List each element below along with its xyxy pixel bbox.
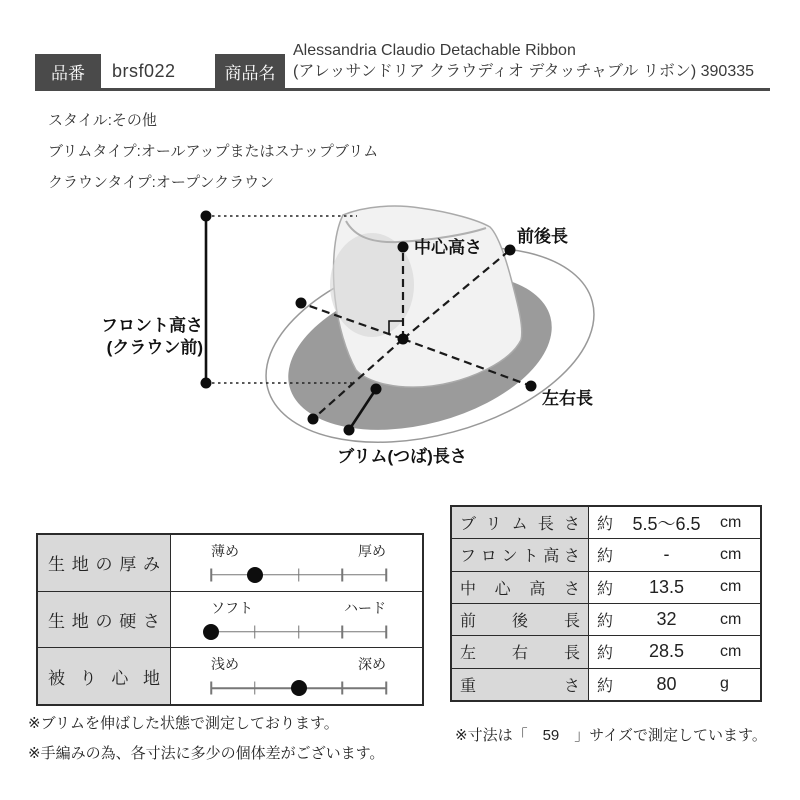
note-handmade-variance: ※手編みの為、各寸法に多少の個体差がございます。: [28, 745, 385, 762]
measure-unit: cm: [720, 545, 742, 563]
label-front-height-1: フロント高さ: [101, 316, 203, 335]
measure-label-front-height: フロント高さ: [460, 548, 580, 566]
approx-prefix: 約: [597, 580, 614, 598]
hardness-slider: [171, 592, 422, 648]
thickness-slider: [171, 535, 422, 591]
measure-value: 13.5: [648, 576, 685, 597]
dot-bar-bottom: [201, 378, 212, 389]
slider-min-label: 浅め: [211, 656, 239, 673]
dot-crown-center: [398, 334, 409, 345]
spec-brim-type: ブリムタイプ:オールアップまたはスナップブリム: [48, 143, 379, 160]
label-center-height: 中心高さ: [414, 238, 482, 257]
table-row: [38, 647, 422, 704]
label-front-back: 前後長: [517, 227, 568, 246]
approx-prefix: 約: [597, 516, 614, 534]
measure-unit: cm: [720, 642, 742, 660]
slider-value-dot: [203, 624, 219, 640]
product-code-badge: 品番: [35, 54, 101, 89]
approx-prefix: 約: [597, 677, 614, 695]
fabric-attribute-table: [36, 533, 424, 706]
row-label-thickness: 生地の厚み: [48, 555, 160, 575]
table-row: [452, 507, 760, 538]
note-brim-measurement: ※ブリムを伸ばした状態で測定しております。: [28, 715, 339, 732]
hat-measurement-diagram: [85, 196, 615, 486]
measure-value: -: [663, 544, 670, 565]
header-divider: [35, 88, 770, 91]
measure-value: 28.5: [648, 641, 685, 662]
measure-unit: cm: [720, 513, 742, 531]
measure-unit: g: [720, 675, 729, 693]
dot-bar-top: [201, 211, 212, 222]
measure-value: 32: [656, 609, 677, 630]
approx-prefix: 約: [597, 548, 614, 566]
measure-unit: cm: [720, 578, 742, 596]
measure-label-brim: ブリム長さ: [460, 516, 580, 534]
spec-crown-type: クラウンタイプ:オープンクラウン: [48, 174, 275, 191]
table-row: [452, 635, 760, 667]
slider-max-label: ハード: [344, 599, 386, 616]
measure-value: 80: [656, 673, 677, 694]
measure-label-weight: 重さ: [460, 677, 580, 695]
spec-style: スタイル:その他: [48, 112, 157, 129]
fit-slider: [171, 648, 422, 704]
table-row: [452, 571, 760, 603]
product-name-badge: 商品名: [215, 54, 285, 89]
dot-lower-left: [308, 414, 319, 425]
slider-min-label: 薄め: [211, 542, 239, 559]
product-code-value: brsf022: [112, 61, 176, 81]
approx-prefix: 約: [597, 613, 614, 631]
slider-min-label: ソフト: [211, 599, 253, 616]
measure-unit: cm: [720, 610, 742, 628]
label-brim-length: ブリム(つば)長さ: [337, 447, 467, 466]
product-name: [293, 40, 785, 82]
dot-left-right: [526, 381, 537, 392]
product-name-line1: Alessandria Claudio Detachable Ribbon: [293, 42, 576, 59]
measurements-table: [450, 505, 762, 702]
dot-brim-outer: [344, 425, 355, 436]
measure-label-left-right: 左右長: [460, 645, 580, 663]
row-label-hardness: 生地の硬さ: [48, 612, 160, 631]
slider-max-label: 厚め: [358, 542, 386, 559]
row-label-fit: 被り心地: [48, 668, 160, 688]
table-row: [38, 535, 422, 591]
slider-value-dot: [247, 567, 263, 583]
product-name-line2: (アレッサンドリア クラウディオ デタッチャブル リボン) 390335: [293, 63, 755, 80]
table-row: [38, 591, 422, 648]
dot-brim-inner: [371, 384, 382, 395]
approx-prefix: 約: [597, 645, 614, 663]
dot-left-upper: [296, 298, 307, 309]
slider-value-dot: [291, 680, 307, 696]
slider-max-label: 深め: [358, 656, 386, 673]
label-front-height-2: (クラウン前): [106, 338, 203, 357]
measure-value: 5.5～6.5: [632, 513, 701, 534]
dot-front-back: [505, 245, 516, 256]
table-row: [452, 603, 760, 635]
note-size-basis: ※寸法は「 59 」サイズで測定しています。: [455, 727, 767, 744]
label-left-right: 左右長: [542, 389, 593, 408]
measure-label-center-height: 中心高さ: [460, 580, 580, 598]
table-row: [452, 668, 760, 700]
measure-label-front-back: 前後長: [460, 613, 580, 631]
dot-center-height: [398, 242, 409, 253]
table-row: [452, 538, 760, 570]
